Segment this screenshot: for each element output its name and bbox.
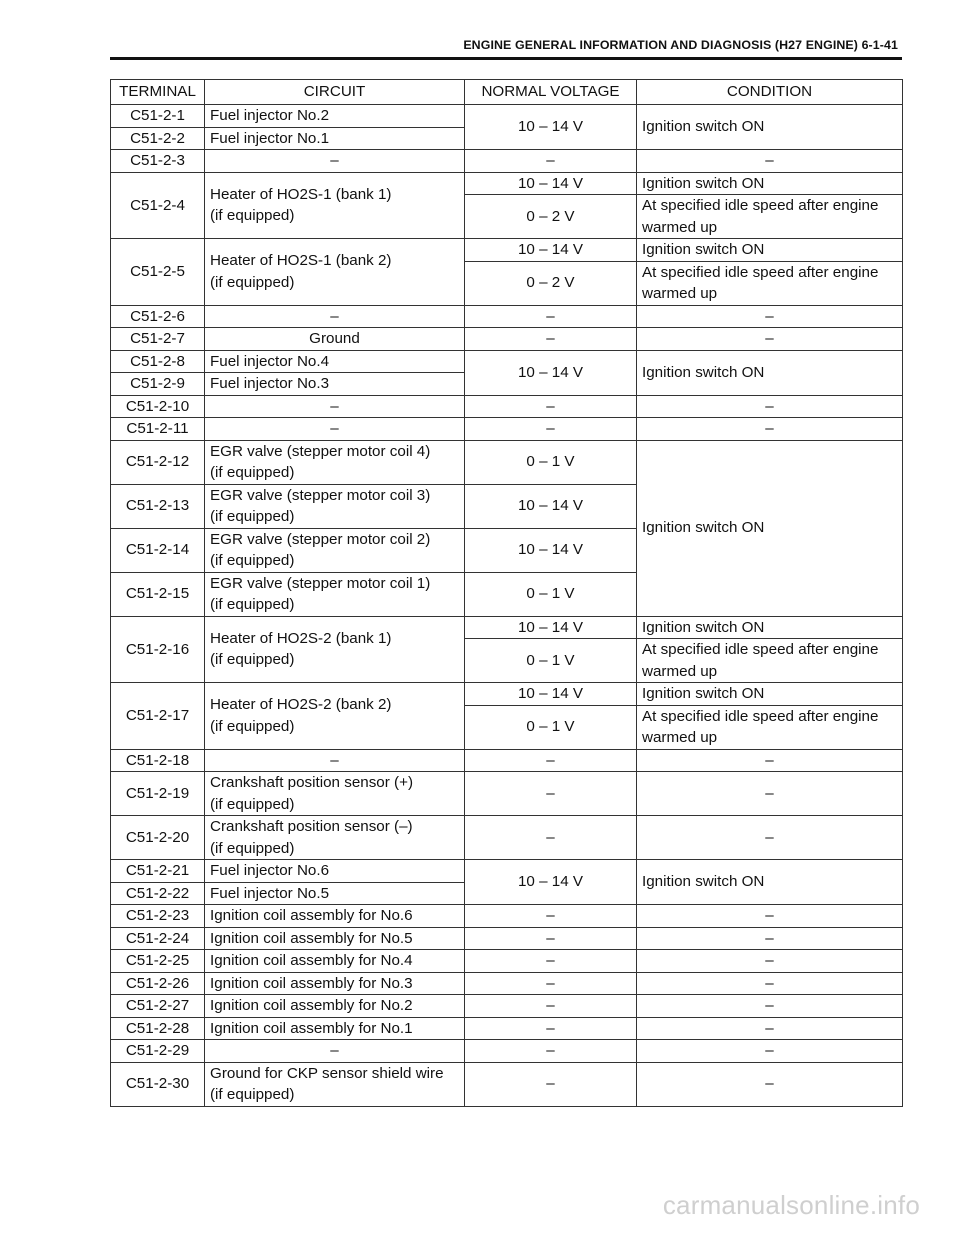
voltage-cell: 10 – 14 V [465,239,637,262]
voltage-cell: 0 – 2 V [465,261,637,305]
voltage-cell: 0 – 1 V [465,705,637,749]
voltage-cell: – [465,995,637,1018]
circuit-cell [205,772,465,816]
column-header-circuit: CIRCUIT [205,80,465,105]
voltage-cell: – [465,1062,637,1106]
circuit-line: (if equipped) [210,273,295,291]
condition-cell: – [637,905,903,928]
terminal-cell: C51-2-22 [111,882,205,905]
circuit-cell [205,172,465,239]
circuit-cell [205,616,465,683]
voltage-cell: 10 – 14 V [465,683,637,706]
watermark: carmanualsonline.info [662,1190,920,1220]
circuit-cell: Fuel injector No.3 [205,373,465,396]
circuit-line: EGR valve (stepper motor coil 1) [210,574,431,592]
terminal-cell: C51-2-14 [111,528,205,572]
condition-cell: – [637,772,903,816]
circuit-cell: Ignition coil assembly for No.6 [205,905,465,928]
circuit-line: Heater of HO2S-1 (bank 2) [210,252,392,270]
terminal-cell: C51-2-25 [111,950,205,973]
voltage-cell: – [465,395,637,418]
circuit-cell: Ignition coil assembly for No.3 [205,972,465,995]
condition-cell: – [637,950,903,973]
table-row [111,905,903,928]
condition-cell: – [637,1017,903,1040]
table-row [111,683,903,706]
table-row [111,239,903,262]
terminal-voltage-table [110,79,903,1107]
circuit-line: Heater of HO2S-1 (bank 1) [210,185,392,203]
voltage-cell: – [465,972,637,995]
circuit-line: (if equipped) [210,508,295,525]
page-header: ENGINE GENERAL INFORMATION AND DIAGNOSIS (H27 ENGINE) 6-1-41 [463,38,898,52]
terminal-cell: C51-2-3 [111,150,205,173]
circuit-cell: Ignition coil assembly for No.4 [205,950,465,973]
circuit-cell [205,1062,465,1106]
voltage-cell: – [465,1040,637,1063]
terminal-cell: C51-2-15 [111,572,205,616]
circuit-cell: – [205,749,465,772]
circuit-cell [205,440,465,484]
terminal-cell: C51-2-7 [111,328,205,351]
circuit-line: Ground for CKP sensor shield wire [210,1064,444,1082]
table-header-row [111,80,903,105]
terminal-cell: C51-2-26 [111,972,205,995]
circuit-cell: – [205,418,465,441]
column-header-terminal: TERMINAL [111,80,205,105]
circuit-cell: Ignition coil assembly for No.1 [205,1017,465,1040]
voltage-cell: 10 – 14 V [465,350,637,395]
terminal-cell: C51-2-21 [111,860,205,883]
table-row [111,150,903,173]
condition-cell: – [637,816,903,860]
condition-cell: – [637,418,903,441]
condition-line: At specified idle speed after engine [642,263,879,281]
voltage-cell: 10 – 14 V [465,484,637,528]
circuit-line: EGR valve (stepper motor coil 2) [210,530,431,548]
circuit-cell [205,239,465,306]
condition-cell: – [637,395,903,418]
condition-cell [637,705,903,749]
voltage-cell: 10 – 14 V [465,528,637,572]
table-row [111,749,903,772]
circuit-cell: Ground [205,328,465,351]
circuit-cell: – [205,305,465,328]
table-row [111,172,903,195]
circuit-line: (if equipped) [210,717,295,735]
terminal-cell: C51-2-28 [111,1017,205,1040]
circuit-cell: Fuel injector No.6 [205,860,465,883]
table-row [111,1040,903,1063]
terminal-cell: C51-2-8 [111,350,205,373]
table-row [111,950,903,973]
circuit-line: (if equipped) [210,651,295,669]
table-row [111,860,903,883]
table-row [111,350,903,373]
circuit-cell: Ignition coil assembly for No.2 [205,995,465,1018]
condition-cell: – [637,305,903,328]
voltage-cell: 0 – 1 V [465,639,637,683]
circuit-cell: Fuel injector No.5 [205,882,465,905]
condition-line: At specified idle speed after engine [642,707,879,725]
condition-cell: – [637,995,903,1018]
circuit-line: EGR valve (stepper motor coil 4) [210,442,431,460]
circuit-cell [205,572,465,616]
terminal-cell: C51-2-2 [111,127,205,150]
condition-cell: – [637,927,903,950]
circuit-line: EGR valve (stepper motor coil 3) [210,486,431,504]
table-row [111,1017,903,1040]
condition-line: warmed up [642,218,718,236]
circuit-line: Heater of HO2S-2 (bank 1) [210,629,392,647]
condition-cell: – [637,972,903,995]
voltage-cell: – [465,950,637,973]
condition-line: warmed up [642,662,718,680]
column-header-condition: CONDITION [637,80,903,105]
voltage-cell: 10 – 14 V [465,105,637,150]
circuit-line: Crankshaft position sensor (+) [210,774,414,791]
condition-cell: Ignition switch ON [637,860,903,905]
voltage-cell: – [465,150,637,173]
circuit-cell: Fuel injector No.1 [205,127,465,150]
circuit-line: (if equipped) [210,596,295,613]
condition-cell [637,195,903,239]
voltage-cell: – [465,328,637,351]
circuit-line: Heater of HO2S-2 (bank 2) [210,696,392,714]
condition-cell: Ignition switch ON [637,683,903,706]
table-row [111,816,903,860]
voltage-cell: 10 – 14 V [465,860,637,905]
condition-cell: Ignition switch ON [637,239,903,262]
circuit-cell: Fuel injector No.2 [205,105,465,128]
condition-cell: Ignition switch ON [637,350,903,395]
table-row [111,927,903,950]
terminal-cell: C51-2-20 [111,816,205,860]
condition-cell: – [637,749,903,772]
circuit-line: (if equipped) [210,464,295,481]
condition-cell: – [637,1040,903,1063]
condition-line: warmed up [642,729,718,746]
table-row [111,1062,903,1106]
condition-cell [637,639,903,683]
terminal-cell: C51-2-29 [111,1040,205,1063]
voltage-cell: – [465,905,637,928]
terminal-cell: C51-2-12 [111,440,205,484]
circuit-cell [205,528,465,572]
circuit-cell: – [205,395,465,418]
circuit-cell [205,816,465,860]
circuit-line: (if equipped) [210,552,295,569]
table-row [111,105,903,128]
terminal-cell: C51-2-10 [111,395,205,418]
condition-cell: – [637,150,903,173]
column-header-normal-voltage: NORMAL VOLTAGE [465,80,637,105]
voltage-cell: 10 – 14 V [465,616,637,639]
terminal-cell: C51-2-4 [111,172,205,239]
terminal-cell: C51-2-13 [111,484,205,528]
table-row [111,418,903,441]
voltage-cell: – [465,927,637,950]
condition-cell: Ignition switch ON [637,440,903,616]
terminal-cell: C51-2-6 [111,305,205,328]
condition-line: warmed up [642,285,718,302]
terminal-cell: C51-2-23 [111,905,205,928]
voltage-cell: – [465,816,637,860]
table-row [111,616,903,639]
voltage-cell: – [465,418,637,441]
terminal-cell: C51-2-9 [111,373,205,396]
voltage-cell: – [465,1017,637,1040]
circuit-line: (if equipped) [210,1086,295,1103]
table-row [111,395,903,418]
circuit-cell [205,484,465,528]
terminal-cell: C51-2-30 [111,1062,205,1106]
terminal-cell: C51-2-24 [111,927,205,950]
table-row [111,972,903,995]
voltage-cell: 0 – 1 V [465,440,637,484]
terminal-cell: C51-2-16 [111,616,205,683]
condition-cell: – [637,328,903,351]
terminal-cell: C51-2-17 [111,683,205,750]
circuit-cell: Fuel injector No.4 [205,350,465,373]
condition-cell: Ignition switch ON [637,172,903,195]
table-row [111,772,903,816]
circuit-cell: – [205,150,465,173]
table-row [111,328,903,351]
circuit-line: (if equipped) [210,839,295,857]
voltage-cell: – [465,772,637,816]
terminal-cell: C51-2-19 [111,772,205,816]
condition-cell: Ignition switch ON [637,105,903,150]
circuit-line: (if equipped) [210,795,295,813]
terminal-cell: C51-2-5 [111,239,205,306]
circuit-cell [205,683,465,750]
circuit-cell: Ignition coil assembly for No.5 [205,927,465,950]
header-rule [110,57,902,60]
table-row [111,995,903,1018]
circuit-line: Crankshaft position sensor (–) [210,818,413,835]
voltage-cell: 10 – 14 V [465,172,637,195]
circuit-line: (if equipped) [210,207,295,225]
terminal-cell: C51-2-18 [111,749,205,772]
circuit-cell: – [205,1040,465,1063]
voltage-cell: 0 – 1 V [465,572,637,616]
terminal-cell: C51-2-27 [111,995,205,1018]
voltage-cell: – [465,749,637,772]
condition-cell: – [637,1062,903,1106]
condition-cell [637,261,903,305]
condition-line: At specified idle speed after engine [642,641,879,658]
terminal-cell: C51-2-1 [111,105,205,128]
voltage-cell: 0 – 2 V [465,195,637,239]
table-row [111,440,903,484]
terminal-cell: C51-2-11 [111,418,205,441]
table-row [111,305,903,328]
condition-cell: Ignition switch ON [637,616,903,639]
condition-line: At specified idle speed after engine [642,197,879,214]
voltage-cell: – [465,305,637,328]
